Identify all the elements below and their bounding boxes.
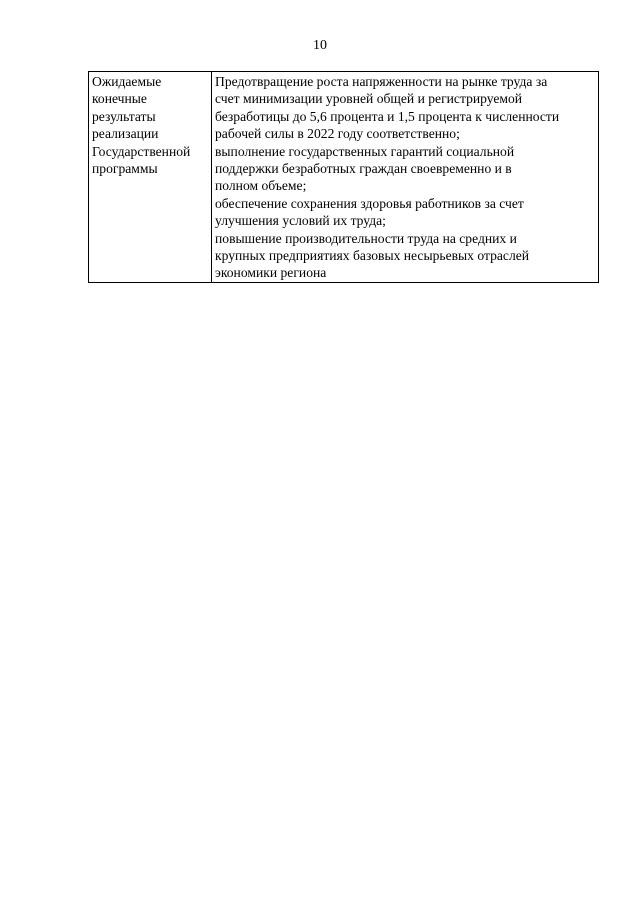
program-passport-table xyxy=(88,71,599,283)
content-line: рабочей силы в 2022 году соответственно; xyxy=(215,126,460,142)
content-line: Предотвращение роста напряженности на рынке труда за xyxy=(215,74,548,89)
content-line: экономики региона xyxy=(215,265,327,281)
content-line: поддержки безработных граждан своевременно и в xyxy=(215,161,512,177)
label-line: конечные xyxy=(92,91,147,107)
table-row xyxy=(89,72,599,283)
label-line: программы xyxy=(92,161,158,177)
content-line: улучшения условий их труда; xyxy=(215,213,386,229)
label-line: реализации xyxy=(92,126,159,142)
row-label-cell xyxy=(89,72,212,283)
content-line: полном объеме; xyxy=(215,178,307,194)
page-number: 10 xyxy=(313,38,327,53)
content-line: крупных предприятиях базовых несырьевых отраслей xyxy=(215,248,530,264)
content-line: обеспечение сохранения здоровья работников за счет xyxy=(215,195,524,211)
row-content-cell xyxy=(212,72,599,283)
content-line: счет минимизации уровней общей и регистрируемой xyxy=(215,91,523,107)
label-line: Ожидаемые xyxy=(92,74,162,89)
content-line: выполнение государственных гарантий социальной xyxy=(215,143,515,159)
content-line: безработицы до 5,6 процента и 1,5 процента к численности xyxy=(215,108,560,124)
label-line: Государственной xyxy=(92,143,191,159)
content-line: повышение производительности труда на средних и xyxy=(215,230,517,246)
label-line: результаты xyxy=(92,108,156,124)
